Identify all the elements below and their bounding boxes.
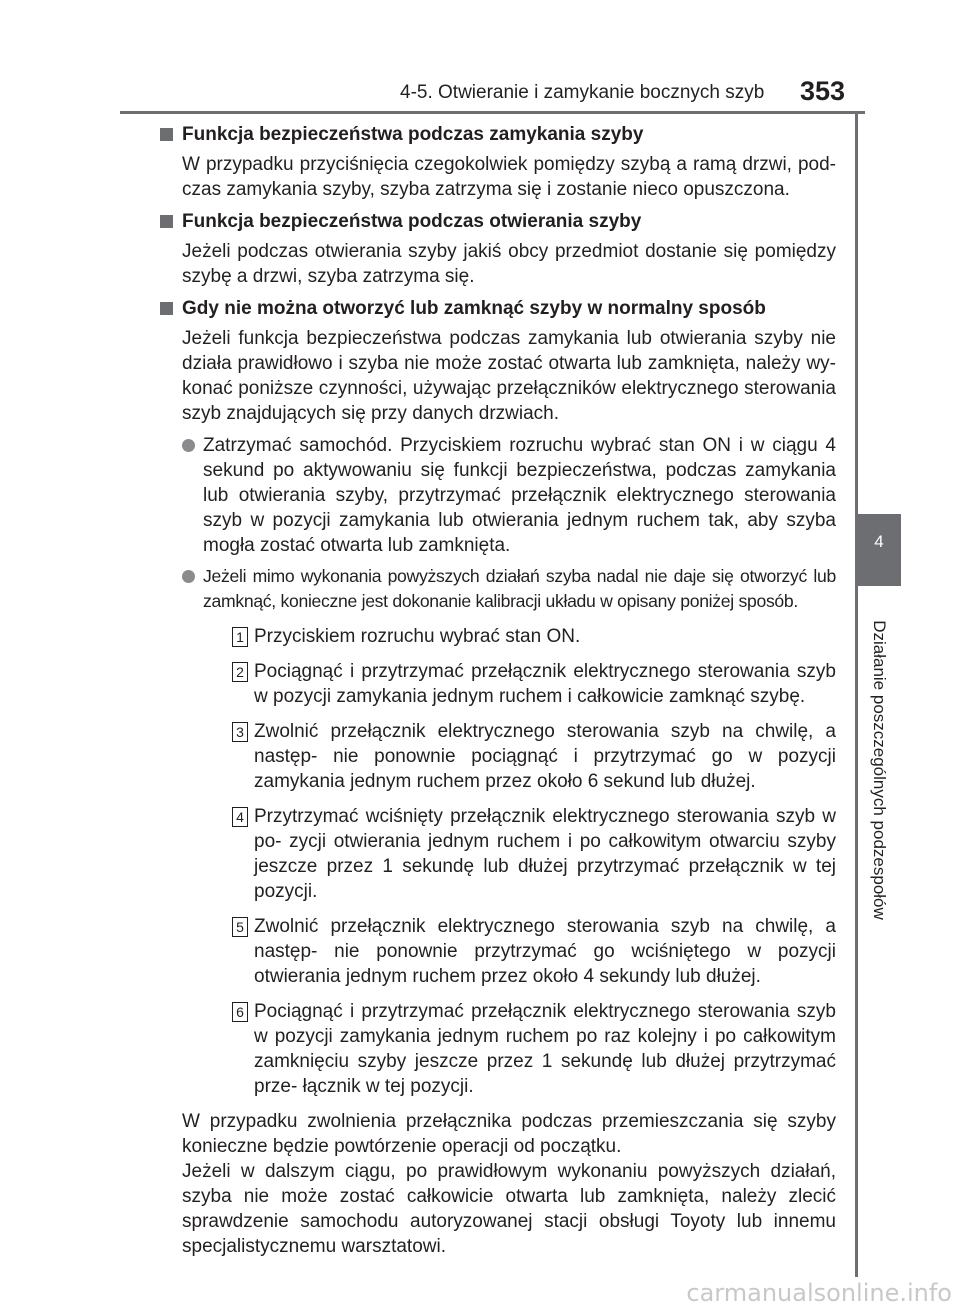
header-rule — [120, 111, 865, 114]
circle-bullet-icon — [182, 439, 195, 452]
chapter-tab — [857, 514, 901, 586]
section-body: Jeżeli funkcja bezpieczeństwa podczas zamykania lub otwierania szyby nie działa prawidłowo i szyba nie może zostać otwarta lub zamknięta, należy wy- konać poniższe czynności, używając przełączników elektrycznego sterowania szyb znajdujących się przy danych drzwiach. — [182, 328, 836, 424]
section-heading — [160, 296, 836, 321]
closing-paragraph: Jeżeli w dalszym ciągu, po prawidłowym wykonaniu powyższych działań, szyba nie może zostać całkowicie otwarta lub zamknięta, należy zlecić sprawdzenie samochodu autoryzowanej stacji obsługi Toyoty lub innemu specjalistycznemu warsztatowi. — [182, 1161, 836, 1257]
closing-paragraph: W przypadku zwolnienia przełącznika podczas przemieszczania się szyby konieczne będzie powtórzenie operacji od początku. — [182, 1111, 836, 1157]
step-number-box: 5 — [232, 917, 248, 937]
chapter-label: Działanie poszczególnych podzespołów — [870, 620, 889, 920]
square-bullet-icon — [160, 302, 173, 315]
section-body: Jeżeli podczas otwierania szyby jakiś obcy przedmiot dostanie się pomiędzy szybę a drzwi, szyba zatrzyma się. — [182, 241, 836, 287]
page-content — [160, 122, 836, 1266]
section-heading — [160, 122, 836, 147]
square-bullet-icon — [160, 215, 173, 228]
step-number-box: 2 — [232, 662, 248, 682]
step-item — [232, 999, 836, 1099]
bullet-text: Zatrzymać samochód. Przyciskiem rozruchu wybrać stan ON i w ciągu 4 sekund po aktywowaniu się funkcji bezpieczeństwa, podczas zamykania lub otwierania szyby, przytrzymać przełącznik elektrycznego sterowania szyb w pozycji zamykania lub otwierania jednym ruchem tak, aby szyba mogła zostać otwarta lub zamknięta. — [203, 435, 836, 556]
step-item — [232, 719, 836, 794]
bullet-item — [182, 564, 836, 614]
bullet-text: Jeżeli mimo wykonania powyższych działań szyba nadal nie daje się otworzyć lub zamknąć, konieczne jest dokonanie kalibracji układu w opisany poniżej sposób. — [203, 566, 836, 611]
step-number-box: 4 — [232, 807, 248, 827]
step-text: Zwolnić przełącznik elektrycznego sterowania szyb na chwilę, a następ- nie ponownie pociągnąć i przytrzymać go w pozycji zamykania jednym ruchem przez około 6 sekund lub dłużej. — [254, 721, 836, 792]
step-text: Przytrzymać wciśnięty przełącznik elektrycznego sterowania szyb w po- zycji otwierania jednym ruchem i po całkowitym otwarciu szyby jeszcze przez 1 sekundę lub dłużej przytrzymać przełącznik w tej pozycji. — [254, 806, 836, 902]
section-heading-text: Funkcja bezpieczeństwa podczas zamykania szyby — [182, 124, 644, 145]
circle-bullet-icon — [182, 570, 195, 583]
page-number: 353 — [800, 76, 846, 106]
watermark: carmanualsonline.info — [686, 1279, 952, 1307]
step-text: Pociągnąć i przytrzymać przełącznik elektrycznego sterowania szyb w pozycji zamykania jednym ruchem po raz kolejny i po całkowitym zamknięciu szyby jeszcze przez 1 sekundę lub dłużej przytrzymać prze- łącznik w tej pozycji. — [254, 1001, 836, 1097]
section-body: W przypadku przyciśnięcia czegokolwiek pomiędzy szybą a ramą drzwi, pod- czas zamykania szyby, szyba zatrzyma się i zostanie nieco opuszczona. — [182, 154, 836, 200]
section-heading — [160, 209, 836, 234]
chapter-number: 4 — [874, 532, 884, 551]
step-text: Zwolnić przełącznik elektrycznego sterowania szyb na chwilę, a następ- nie ponownie przytrzymać go wciśniętego w pozycji otwierania jednym ruchem przez około 4 sekundy lub dłużej. — [254, 916, 836, 987]
header-section-title: 4-5. Otwieranie i zamykanie bocznych szyb — [400, 82, 765, 103]
square-bullet-icon — [160, 128, 173, 141]
step-item — [232, 914, 836, 989]
step-item — [232, 804, 836, 904]
bullet-item — [182, 433, 836, 558]
side-rule — [855, 112, 858, 1277]
step-number-box: 1 — [232, 627, 248, 647]
step-text: Przyciskiem rozruchu wybrać stan ON. — [254, 626, 581, 647]
step-item — [232, 659, 836, 709]
step-item — [232, 624, 836, 649]
section-heading-text: Gdy nie można otworzyć lub zamknąć szyby w normalny sposób — [182, 298, 766, 319]
step-number-box: 6 — [232, 1002, 248, 1022]
step-text: Pociągnąć i przytrzymać przełącznik elektrycznego sterowania szyb w pozycji zamykania jednym ruchem i całkowicie zamknąć szybę. — [254, 661, 836, 707]
section-heading-text: Funkcja bezpieczeństwa podczas otwierania szyby — [182, 211, 642, 232]
step-number-box: 3 — [232, 722, 248, 742]
